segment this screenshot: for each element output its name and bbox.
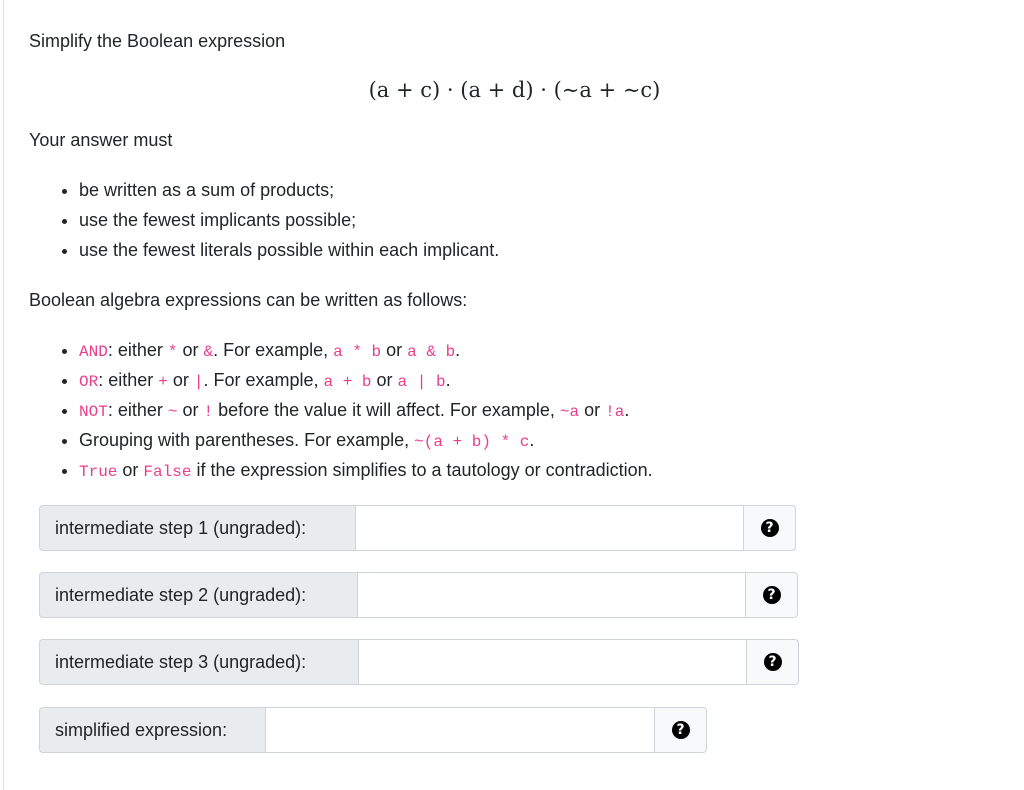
syntax-rule-item — [79, 365, 653, 395]
question-circle-icon: ? — [763, 586, 781, 604]
rule-text: : either — [98, 370, 159, 390]
rule-text: or — [177, 400, 204, 420]
rule-text: : either — [107, 340, 168, 360]
simplified-expression-input[interactable] — [265, 707, 655, 753]
input-group-step-1 — [39, 505, 796, 551]
help-button[interactable] — [655, 707, 707, 753]
syntax-rule-item — [79, 395, 653, 425]
inline-code: * — [167, 343, 178, 361]
rule-text: . — [455, 340, 461, 360]
intro-text: Simplify the Boolean expression — [29, 31, 286, 51]
rule-text: . For example, — [203, 370, 324, 390]
rule-text: or — [167, 370, 194, 390]
inline-code: OR — [79, 373, 99, 391]
rule-text: if the expression simplifies to a tautology or contradiction. — [191, 460, 653, 480]
help-button[interactable] — [747, 639, 799, 685]
page-border — [3, 0, 4, 790]
list-item: • be written as a sum of products; — [79, 175, 499, 205]
rule-text: . — [529, 430, 535, 450]
question-circle-icon: ? — [761, 519, 779, 537]
inline-code: a + b — [323, 373, 372, 391]
rule-text: before the value it will affect. For example, — [213, 400, 560, 420]
input-group-simplified — [39, 707, 707, 753]
step-1-input[interactable] — [355, 505, 744, 551]
rule-text: : either — [107, 400, 168, 420]
inline-code: + — [158, 373, 168, 391]
inline-code: a & b — [407, 343, 456, 361]
inline-code: !a — [605, 403, 625, 421]
question-circle-icon: ? — [764, 653, 782, 671]
input-label: intermediate step 2 (ungraded): — [39, 572, 357, 618]
rule-text: . — [624, 400, 630, 420]
syntax-rule-item — [79, 425, 653, 455]
inline-code: ! — [203, 403, 214, 421]
input-label: simplified expression: — [39, 707, 265, 753]
input-group-step-3 — [39, 639, 799, 685]
rule-text: or — [579, 400, 606, 420]
inline-code: False — [143, 463, 192, 481]
boolean-expression: (a + c) · (a + d) · (∼a + ∼c) — [368, 78, 661, 102]
question-circle-icon: ? — [672, 721, 690, 739]
input-label: intermediate step 3 (ungraded): — [39, 639, 358, 685]
step-3-input[interactable] — [358, 639, 747, 685]
syntax-rule-item — [79, 455, 653, 485]
list-item: • use the fewest implicants possible; — [79, 205, 499, 235]
inline-code: ~a — [559, 403, 580, 421]
inline-code: AND — [79, 343, 108, 361]
requirements-list — [29, 175, 499, 265]
syntax-rules-list — [29, 335, 653, 485]
step-2-input[interactable] — [357, 572, 746, 618]
rule-text: or — [177, 340, 204, 360]
help-button[interactable] — [746, 572, 798, 618]
rule-text: . For example, — [213, 340, 334, 360]
rule-text: Grouping with parentheses. For example, — [79, 430, 415, 450]
requirements-heading: Your answer must — [29, 130, 173, 150]
help-button[interactable] — [744, 505, 796, 551]
input-label: intermediate step 1 (ungraded): — [39, 505, 355, 551]
inline-code: True — [79, 463, 118, 481]
rule-text: or — [117, 460, 144, 480]
syntax-heading: Boolean algebra expressions can be written as follows: — [29, 290, 468, 310]
input-group-step-2 — [39, 572, 798, 618]
inline-code: a * b — [333, 343, 382, 361]
inline-code: a | b — [397, 373, 446, 391]
inline-code: NOT — [79, 403, 108, 421]
inline-code: ~(a + b) * c — [414, 433, 530, 451]
inline-code: | — [193, 373, 204, 391]
rule-text: or — [371, 370, 398, 390]
syntax-rule-item — [79, 335, 653, 365]
inline-code: ~ — [167, 403, 178, 421]
rule-text: . — [445, 370, 451, 390]
inline-code: & — [203, 343, 214, 361]
rule-text: or — [381, 340, 408, 360]
list-item: • use the fewest literals possible within each implicant. — [79, 235, 499, 265]
